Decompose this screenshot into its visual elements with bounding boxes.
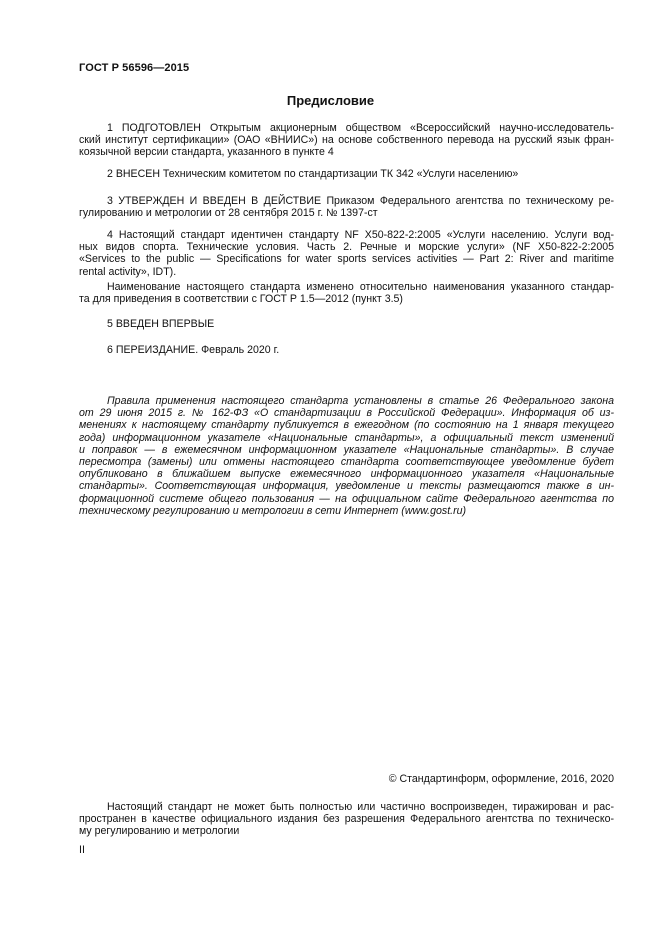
paragraph-introduced-by [79,168,614,180]
paragraph-approved [79,195,614,219]
text-line: Настоящий стандарт не может быть полностью или частично воспроизведен, тиражирован и рас- [107,801,614,813]
text-line: 1 ПОДГОТОВЛЕН Открытым акционерным обществом «Всероссийский научно-исследователь- [107,122,614,134]
copyright-notice: © Стандартинформ, оформление, 2016, 2020 [388,773,614,785]
paragraph-identical-standard [79,229,614,278]
text-line: техническому регулированию и метрологии в сети Интернет (www.gost.ru) [79,504,467,517]
paragraph-prepared-by [79,122,614,159]
text-line: формационной системе общего пользования — на официальном сайте Федерального агентства по [79,492,614,505]
page-number: II [79,844,85,856]
text-line: пересмотра (замены) или отмены настоящего стандарта соответствующее уведомление будет [79,456,614,469]
text-line: 3 УТВЕРЖДЕН И ВВЕДЕН В ДЕЙСТВИЕ Приказом Федерального агентства по техническому ре- [107,195,614,207]
text-line: стандарты». Соответствующая информация, уведомление и тексты размещаются также в ин- [79,480,614,493]
text-line: 4 Настоящий стандарт идентичен стандарту NF X50-822-2:2005 «Услуги населению. Услуги вод- [107,229,614,241]
text-line: пространен в качестве официального издания без разрешения Федерального агентства по техническо- [79,813,614,826]
text-line: 5 ВВЕДЕН ВПЕРВЫЕ [107,318,215,330]
text-line: ский институт сертификации» (ОАО «ВНИИС») на основе собственного перевода на русский язык фран- [79,134,614,147]
text-line: и поправок — в ежемесячном информационном указателе «Национальные стандарты». В случае [79,443,614,456]
text-line: 6 ПЕРЕИЗДАНИЕ. Февраль 2020 г. [107,344,280,356]
text-line: та для приведения в соответствии с ГОСТ Р 1.5—2012 (пункт 3.5) [79,293,403,306]
text-line: от 29 июня 2015 г. № 162-ФЗ «О стандартизации в Российской Федерации». Информация об из- [79,407,614,420]
paragraph-first-introduced [79,318,614,330]
text-line: Наименование настоящего стандарта изменено относительно наименования указанного стандар- [107,281,614,293]
text-line: опубликовано в ближайшем выпуске ежемесячного информационного указателя «Национальные [79,468,614,481]
text-line: коязычной версии стандарта, указанного в пункте 4 [79,146,334,159]
standard-code-header: ГОСТ Р 56596—2015 [79,62,190,74]
paragraph-application-rules [79,395,614,517]
text-line: rental activity», IDT). [79,265,177,278]
paragraph-name-change [79,281,614,305]
text-line: Правила применения настоящего стандарта установлены в статье 26 Федерального закона [107,395,614,407]
text-line: «Services to the public — Specifications for water sports services activities — Part 2: River and maritime [79,253,614,266]
text-line: гулированию и метрологии от 28 сентября 2015 г. № 1397-ст [79,207,378,220]
foreword-title: Предисловие [286,93,375,108]
text-line: менениях к настоящему стандарту публикуется в ежегодном (по состоянию на 1 января текущего [79,419,614,432]
text-line: ных видов спорта. Технические условия. Часть 2. Речные и морские услуги» (NF X50-822-2:2005 [79,241,614,254]
paragraph-reissue [79,344,614,356]
text-line: года) информационном указателе «Национальные стандарты», а официальный текст изменений [79,431,614,444]
paragraph-reproduction-notice [79,801,614,838]
text-line: 2 ВНЕСЕН Техническим комитетом по стандартизации ТК 342 «Услуги населению» [107,168,519,180]
text-line: му регулированию и метрологии [79,825,240,838]
